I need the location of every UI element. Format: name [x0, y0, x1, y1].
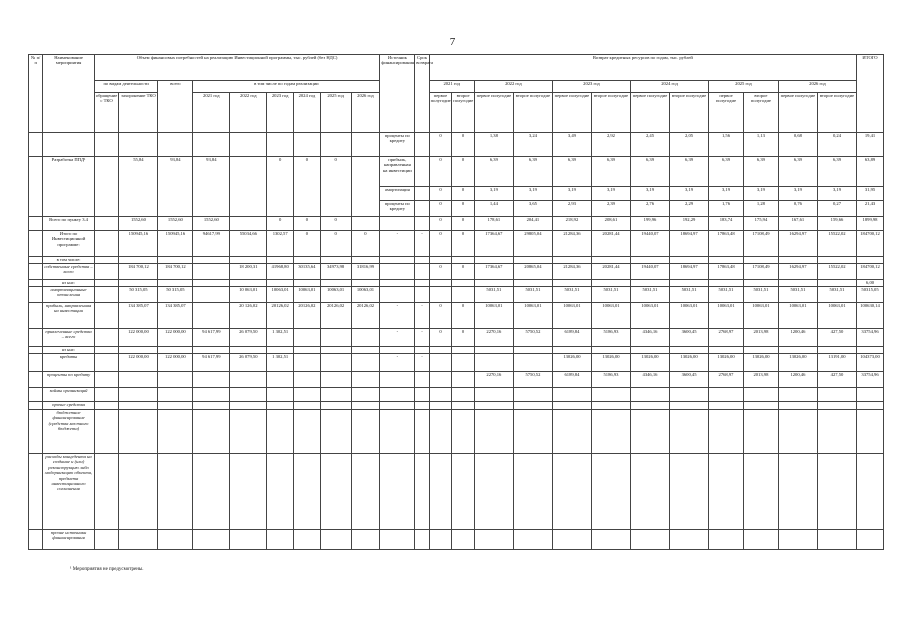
table-row: Итого по Инвестиционной программе: 150945,16 150945,16 94617,99 55034,66 1302,57 0 0 0 - - 0 0 17364,67 29805,04 21284,36 20281,44 19440,07 18694,97 17863,48 17108,49 16294,97 15522,02 184700,12	[29, 231, 884, 257]
investment-table	[28, 54, 884, 550]
page-number: 7	[449, 36, 456, 48]
table-row: кредиты 122 000,00 122 000,00 94 617,99 26 079,50 1 302,51 - - 13026,00 13026,00 13026,00 13026,00 13026,00 13026,00 13026,00 13191,00 104373,00	[29, 354, 884, 372]
table-row: прибыль, направленная на инвестиции 134 385,07 134 385,07 20 126,02 20126,02 20126,02 20126,02 20126,02 - - 0 0 10063,01 10063,01 10063,01 10063,01 10063,01 10063,01 10063,01 10063,01 10063,01 10063,01 100630,14	[29, 303, 884, 329]
table-row: расходы концедента на создание и (или) реконструкцию либо модернизацию объекта, предмета инвестиционного соглашения	[29, 454, 884, 530]
table-row: прочие источники финансирования	[29, 530, 884, 550]
table-row: займы организаций	[29, 388, 884, 402]
table-row: проценты по кредиту 0 0 1,44 3,65 2,93 2,39 2,76 2,29 1,76 1,28 0,76 0,27 21,43	[29, 201, 884, 217]
table-row: из них: 6,00	[29, 280, 884, 287]
table-row: бюджетное финансирование (средства местного бюджета)	[29, 410, 884, 454]
header-row-2: по видам деятельности всего в том числе по годам реализации 2021 год 2022 год 2023 год 2024 год 2025 год 2026 год	[29, 81, 884, 93]
table-row: амортизация 0 0 3,19 3,19 3,19 3,19 3,19 3,19 3,19 3,19 3,19 3,19 31,95	[29, 187, 884, 201]
table-row: амортизационные отчисления 50 315,05 50 315,05 10 063,01 10063,01 10063,01 10063,01 10063,01 5031,51 5031,51 5031,51 5031,51 5031,51 5031,51 5031,51 5031,51 5031,51 5031,51 50315,05	[29, 287, 884, 303]
table-row: прочие средства	[29, 402, 884, 410]
table-row: Разработка ППД¹ 55,84 93,84 93,84 0 0 0 прибыль, направленная на инвестиции 0 0 6,39 6,39 6,39 6,39 6,39 6,39 6,39 6,39 6,39 6,39 63,89	[29, 157, 884, 187]
header-row-1: № п/п Наименование мероприятия Объем финансовых потребностей на реализацию Инвестиционной программы, тыс. рублей (без НДС) Источник финансирования Срок возврата Возврат кредитных ресурсов по годам, тыс. рублей ИТОГО	[29, 55, 884, 81]
table-row: проценты по кредиту 0 0 1,38 3,24 3,49 2,92 2,45 2,05 1,56 1,13 0,68 0,24 19,41	[29, 133, 884, 157]
header-row-3: обращение с ТКО захоронение ТКО 2021 год 2022 год 2023 год 2024 год 2025 год 2026 год первое полугодие второе полугодие первое полугодие второе полугодие первое полугодие второе полугодие первое полугодие второе полугодие первое полугодие второе полугодие первое полугодие второе полугодие	[29, 93, 884, 133]
table-row: проценты по кредиту 2270,16 5750,52 6189,84 5186,93 4346,16 3600,45 2768,97 2013,98 1200,46 427,50 33754,96	[29, 372, 884, 388]
footnote: ¹ Мероприятия не предусмотрены.	[70, 567, 144, 572]
table-row: привлеченные средства – всего 122 000,00 122 000,00 94 617,99 26 079,50 1 302,51 - - 0 0 2270,16 5750,52 6189,84 5186,93 4346,16 3600,45 2768,97 2013,98 1200,46 427,50 33754,96	[29, 329, 884, 347]
table-row: в том числе:	[29, 257, 884, 264]
table-row: Всего по пункту 3.4 1552,60 1552,60 1552,60 0 0 0 0 0 178,61 204,41 218,92 208,61 199,96 192,29 183,74 175,94 167,61 159,66 1899,98	[29, 217, 884, 231]
table-row: из них:	[29, 347, 884, 354]
table-row: собственные средства – всего 184 700,12 184 700,12 18 200,31 41968,80 30135,64 34973,98 31816,99 0 0 17364,67 20865,04 21284,36 20281,44 19440,07 18694,97 17863,48 17108,49 16294,97 15522,02 184700,12	[29, 264, 884, 280]
